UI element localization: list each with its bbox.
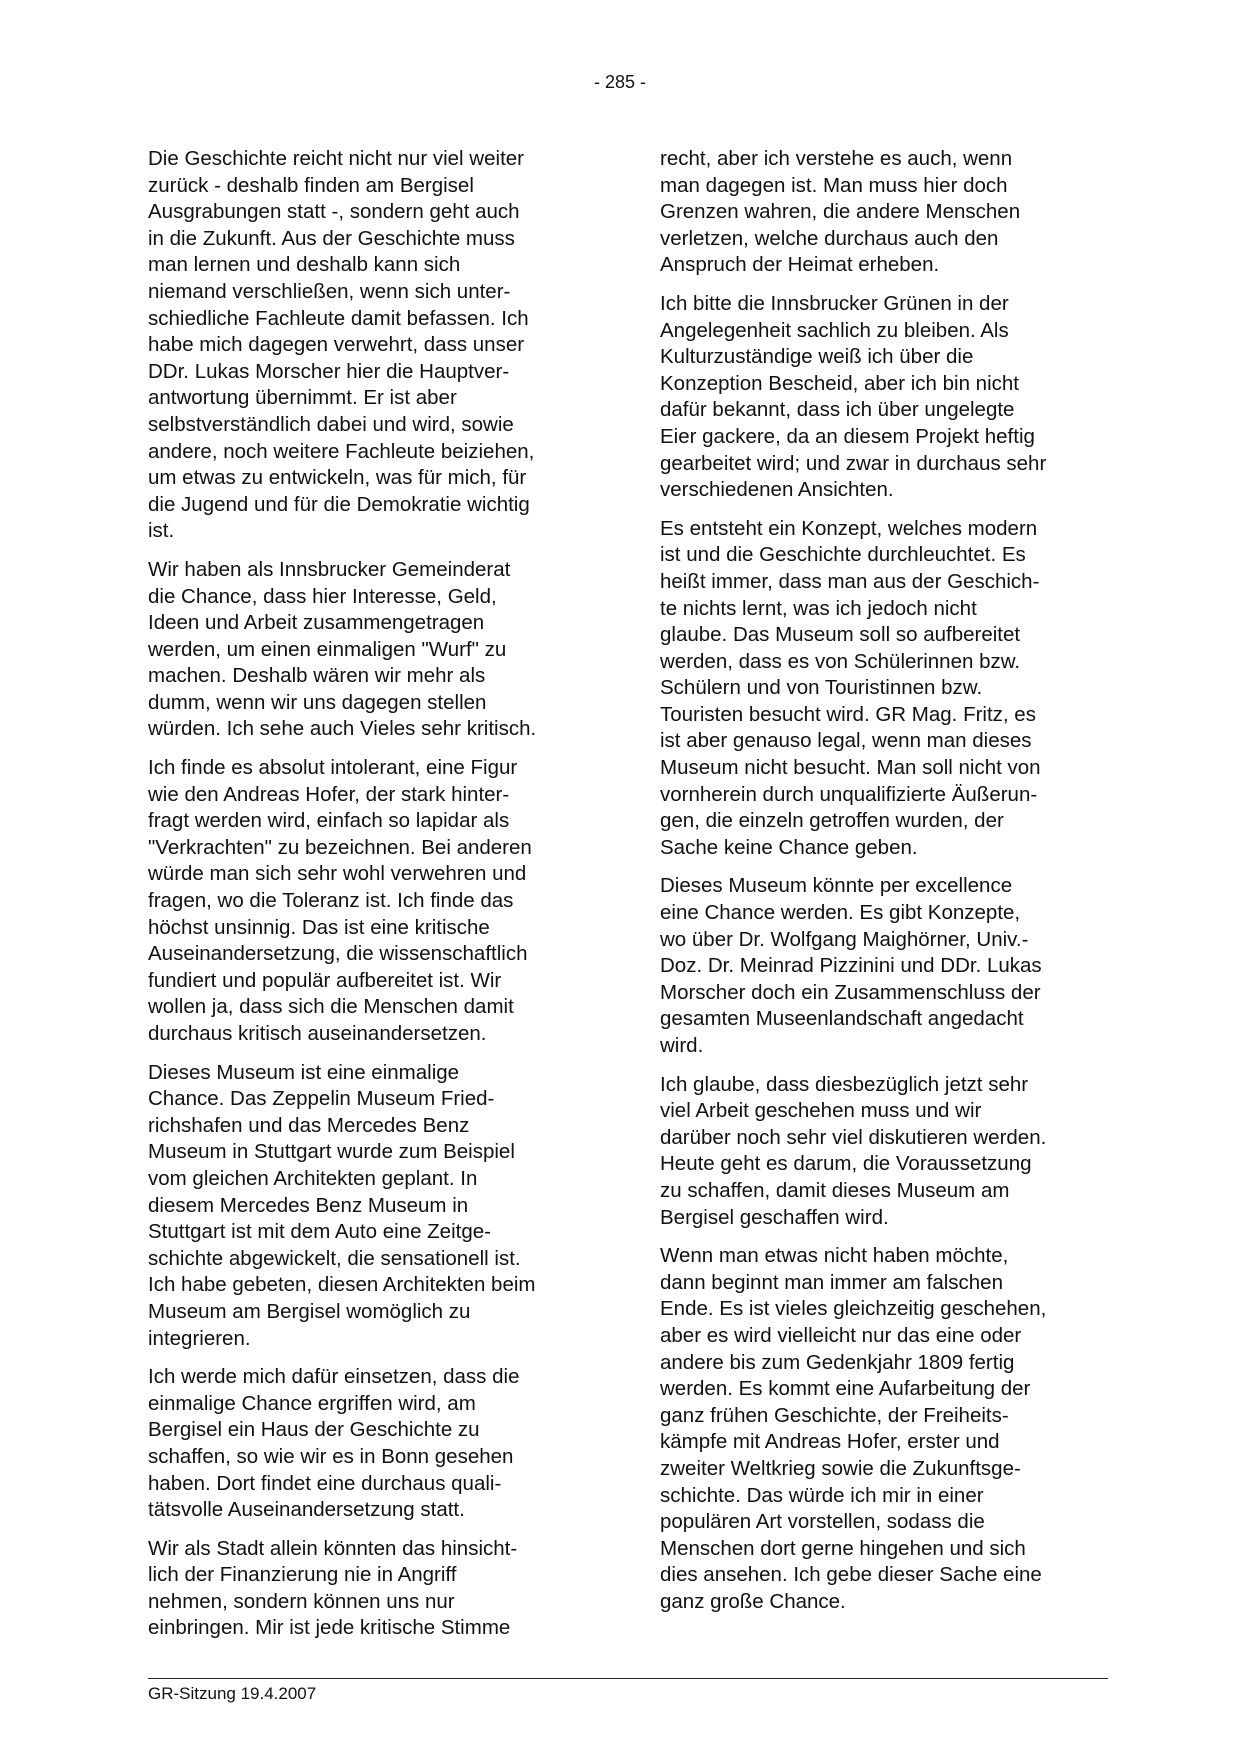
paragraph: Wir haben als Innsbrucker Gemeinderat die Chance, dass hier Interesse, Geld, Ideen und Arbeit zusammengetragen werden, um einen einmaligen "Wurf" zu machen. Deshalb wären wir mehr als dumm, wenn wir uns dagegen stellen würden. Ich sehe auch Vieles sehr kritisch. xyxy=(148,557,537,741)
paragraph: Ich bitte die Innsbrucker Grünen in der Angelegenheit sachlich zu bleiben. Als Kulturzuständige weiß ich über die Konzeption Bescheid, aber ich bin nicht dafür bekannt, dass ich über ungelegte Eier gackere, da an diesem Projekt heftig gearbeitet wird; und zwar in durchaus sehr verschiedenen Ansichten. xyxy=(660,291,1047,502)
paragraph: recht, aber ich verstehe es auch, wenn man dagegen ist. Man muss hier doch Grenzen wahren, die andere Menschen verletzen, welche durchaus auch den Anspruch der Heimat erheben. xyxy=(660,147,1021,277)
paragraph: Dieses Museum könnte per excellence eine Chance werden. Es gibt Konzepte, wo über Dr. Wolfgang Maighörner, Univ.- Doz. Dr. Meinrad Pizzinini und DDr. Lukas Morscher doch ein Zusammenschluss der gesamten Museenlandschaft angedacht wird. xyxy=(660,874,1042,1057)
paragraph: Wenn man etwas nicht haben möchte, dann beginnt man immer am falschen Ende. Es ist vieles gleichzeitig geschehen, aber es wird vielleicht nur das eine oder andere bis zum Gedenkjahr 1809 fertig werden. Es kommt eine Aufarbeitung der ganz frühen Geschichte, der Freiheits- kämpfe mit Andreas Hofer, erster und zweiter Weltkrieg sowie die Zukunftsge- schichte. Das würde ich mir in einer populären Art vorstellen, sodass die Menschen dort gerne hingehen und sich dies ansehen. Ich gebe dieser Sache eine ganz große Chance. xyxy=(660,1244,1047,1613)
paragraph: Es entsteht ein Konzept, welches modern ist und die Geschichte durchleuchtet. Es heißt immer, dass man aus der Geschich- te nichts lernt, was ich jedoch nicht glaube. Das Museum soll so aufbereitet werden, dass es von Schülerinnen bzw. Schülern und von Touristinnen bzw. Touristen besucht wird. GR Mag. Fritz, es ist aber genauso legal, wenn man dieses Museum nicht besucht. Man soll nicht von vornherein durch unqualifizierte Äußerun- gen, die einzeln getroffen wurden, der Sache keine Chance geben. xyxy=(660,516,1041,859)
paragraph: Die Geschichte reicht nicht nur viel weiter zurück - deshalb finden am Bergisel Ausgrabungen statt -, sondern geht auch in die Zukunft. Aus der Geschichte muss man lernen und deshalb kann sich niemand verschließen, wenn sich unter- schiedliche Fachleute damit befassen. Ich habe mich dagegen verwehrt, dass unser DDr. Lukas Morscher hier die Hauptver- antwortung übernimmt. Er ist aber selbstverständlich dabei und wird, sowie andere, noch weitere Fachleute beiziehen, um etwas zu entwickeln, was für mich, für die Jugend und für die Demokratie wichtig ist. xyxy=(148,147,535,543)
footer-divider xyxy=(148,1678,1108,1679)
paragraph: Ich glaube, dass diesbezüglich jetzt sehr viel Arbeit geschehen muss und wir darüber noch sehr viel diskutieren werden. Heute geht es darum, die Voraussetzung zu schaffen, damit dieses Museum am Bergisel geschaffen wird. xyxy=(660,1072,1047,1229)
paragraph: Wir als Stadt allein könnten das hinsicht- lich der Finanzierung nie in Angriff nehmen, sondern können uns nur einbringen. Mir ist jede kritische Stimme xyxy=(148,1536,518,1640)
paragraph: Ich werde mich dafür einsetzen, dass die einmalige Chance ergriffen wird, am Bergisel ein Haus der Geschichte zu schaffen, so wie wir es in Bonn gesehen haben. Dort findet eine durchaus quali- tätsvolle Auseinandersetzung statt. xyxy=(148,1365,520,1522)
page-number: - 285 - xyxy=(593,72,647,92)
paragraph: Dieses Museum ist eine einmalige Chance. Das Zeppelin Museum Fried- richshafen und das Mercedes Benz Museum in Stuttgart wurde zum Beispiel vom gleichen Architekten geplant. In diesem Mercedes Benz Museum in Stuttgart ist mit dem Auto eine Zeitge- schichte abgewickelt, die sensationell ist. Ich habe gebeten, diesen Architekten beim Museum am Bergisel womöglich zu integrieren. xyxy=(148,1060,536,1350)
footer-session-date: GR-Sitzung 19.4.2007 xyxy=(148,1684,317,1703)
paragraph: Ich finde es absolut intolerant, eine Figur wie den Andreas Hofer, der stark hinter- fragt werden wird, einfach so lapidar als "Verkrachten" zu bezeichnen. Bei anderen würde man sich sehr wohl verwehren und fragen, wo die Toleranz ist. Ich finde das höchst unsinnig. Das ist eine kritische Auseinandersetzung, die wissenschaftlich fundiert und populär aufbereitet ist. Wir wollen ja, dass sich die Menschen damit durchaus kritisch auseinandersetzen. xyxy=(148,756,532,1045)
right-column xyxy=(660,146,1112,1627)
left-column xyxy=(148,146,600,1654)
